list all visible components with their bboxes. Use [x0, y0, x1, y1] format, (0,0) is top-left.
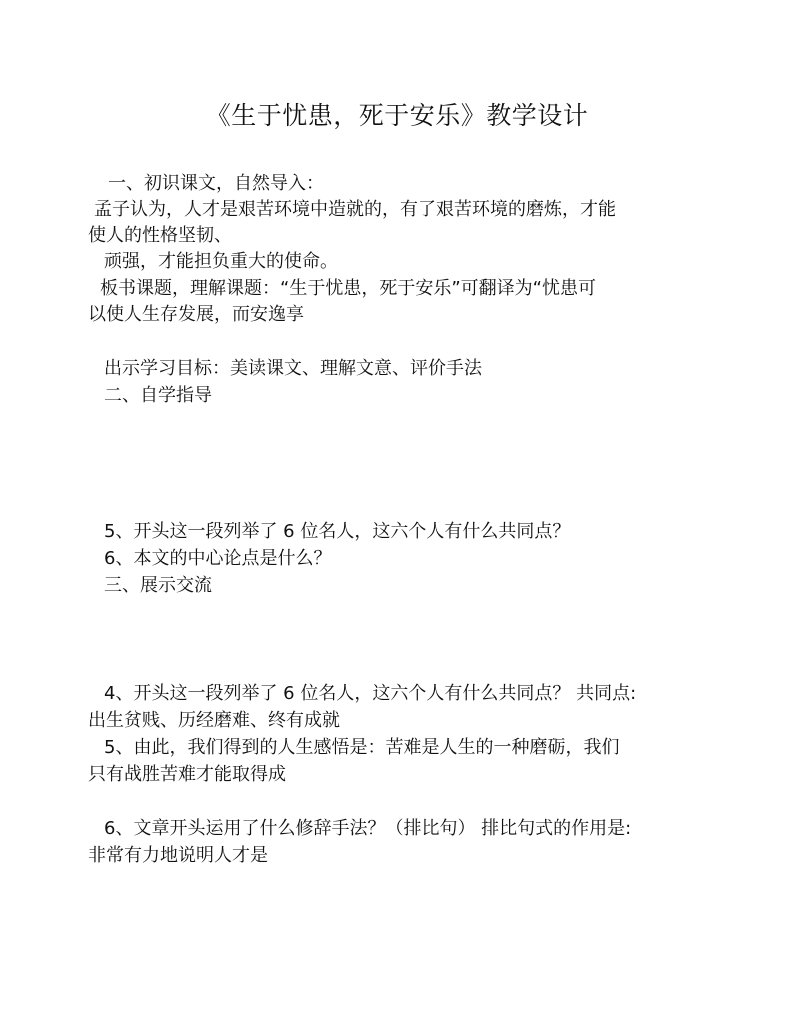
- question-line: 6、本文的中心论点是什么？: [104, 548, 332, 569]
- section-heading-3: 三、展示交流: [104, 575, 212, 596]
- paragraph-line: 板书课题，理解课题：“生于忧患，死于安乐”可翻译为“忧患可: [100, 278, 596, 299]
- section-heading-2: 二、自学指导: [104, 385, 212, 406]
- answer-line: 6、文章开头运用了什么修辞手法？（排比句） 排比句式的作用是:: [104, 818, 632, 839]
- paragraph-line: 以使人生存发展，而安逸享: [88, 304, 304, 325]
- question-line: 5、开头这一段列举了 6 位名人，这六个人有什么共同点？: [104, 521, 571, 542]
- answer-line: 4、开头这一段列举了 6 位名人，这六个人有什么共同点？ 共同点:: [104, 683, 637, 704]
- answer-line: 出生贫贱、历经磨难、终有成就: [88, 710, 340, 731]
- paragraph-line: 顽强，才能担负重大的使命。: [104, 251, 338, 272]
- paragraph-line: 使人的性格坚韧、: [88, 225, 232, 246]
- answer-line: 只有战胜苦难才能取得成: [88, 764, 286, 785]
- answer-line: 5、由此，我们得到的人生感悟是：苦难是人生的一种磨砺，我们: [104, 737, 620, 758]
- paragraph-line: 孟子认为，人才是艰苦环境中造就的，有了艰苦环境的磨炼，才能: [94, 199, 616, 220]
- section-heading-1: 一、初识课文，自然导入：: [108, 173, 324, 194]
- learning-goals-line: 出示学习目标：美读课文、理解文意、评价手法: [104, 358, 482, 379]
- answer-line: 非常有力地说明人才是: [88, 845, 268, 866]
- document-title: 《生于忧患，死于安乐》教学设计: [205, 101, 589, 130]
